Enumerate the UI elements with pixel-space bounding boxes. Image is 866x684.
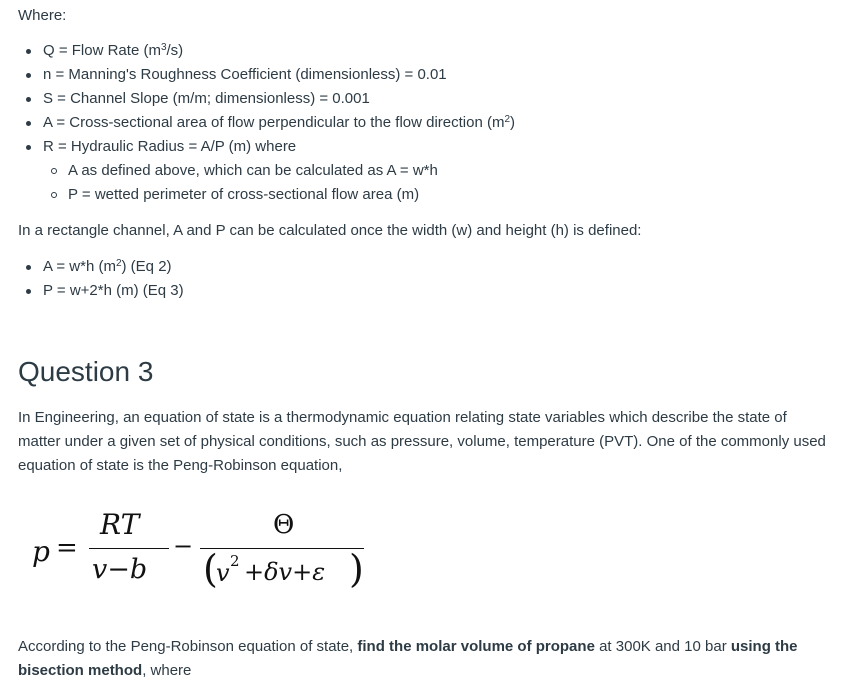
fraction1-bar <box>89 548 169 549</box>
question-title: Question 3 <box>18 356 154 387</box>
definition-item-area: A = Cross-sectional area of flow perpendicular to the flow direction $(m^2)$ <box>18 111 515 135</box>
equation-minus: − <box>173 532 194 560</box>
question-paragraph: In Engineering, an equation of state is a thermodynamic equation relating state variables which describe the state of matter under a given set of physical conditions, such as pressure, volume, temperature (PVT). One of the commonly used equation of state is the Peng-Robinson equation, <box>18 409 826 474</box>
final-paragraph: According to the Peng-Robinson equation of state, find the molar volume of propane at 300K and 10 bar using the bisection method, where <box>18 638 798 679</box>
close-paren: ) <box>349 547 364 591</box>
fraction2-denominator-square: 2 <box>230 552 240 570</box>
definition-item-hydraulic-radius: R = Hydraulic Radius = A/P (m) where <box>18 135 515 159</box>
rectangle-equations-list <box>18 255 184 303</box>
equation-item-perimeter: P = w+2*h (m) (Eq 3) <box>18 279 184 303</box>
fraction2-denominator-v: v <box>216 559 230 587</box>
equation-lhs: p <box>32 535 50 568</box>
emphasis-molar-volume: find the molar volume of propane <box>357 638 595 655</box>
peng-robinson-equation <box>30 502 370 602</box>
definition-item-slope: S = Channel Slope (m/m; dimensionless) = 0.001 <box>18 87 515 111</box>
emphasis-bisection-method: using the bisection method <box>18 638 798 679</box>
where-label: Where: <box>18 7 67 24</box>
definition-item-roughness: n = Manning's Roughness Coefficient (dimensionless) = 0.01 <box>18 63 515 87</box>
rectangle-intro-text: In a rectangle channel, A and P can be calculated once the width (w) and height (h) is defined: <box>18 222 642 239</box>
definition-item-flow-rate: Q = Flow Rate $(m^3/s)$ <box>18 39 515 63</box>
fraction2-denominator-rest: +δv+ε <box>244 558 326 586</box>
sub-definition-item-perimeter: P = wetted perimeter of cross-sectional flow area (m) <box>18 183 515 207</box>
sub-definition-item-area: A as defined above, which can be calculated as A = w*h <box>18 159 515 183</box>
fraction1-numerator: RT <box>100 508 140 541</box>
open-paren: ( <box>203 547 218 591</box>
definitions-list <box>18 39 515 207</box>
equation-item-area: A = w*h $(m^2)$ (Eq 2) <box>18 255 184 279</box>
equation-equals: = <box>56 533 78 563</box>
fraction1-denominator: v−b <box>92 554 148 585</box>
fraction2-numerator: Θ <box>273 510 295 540</box>
fraction2-bar <box>200 548 364 549</box>
